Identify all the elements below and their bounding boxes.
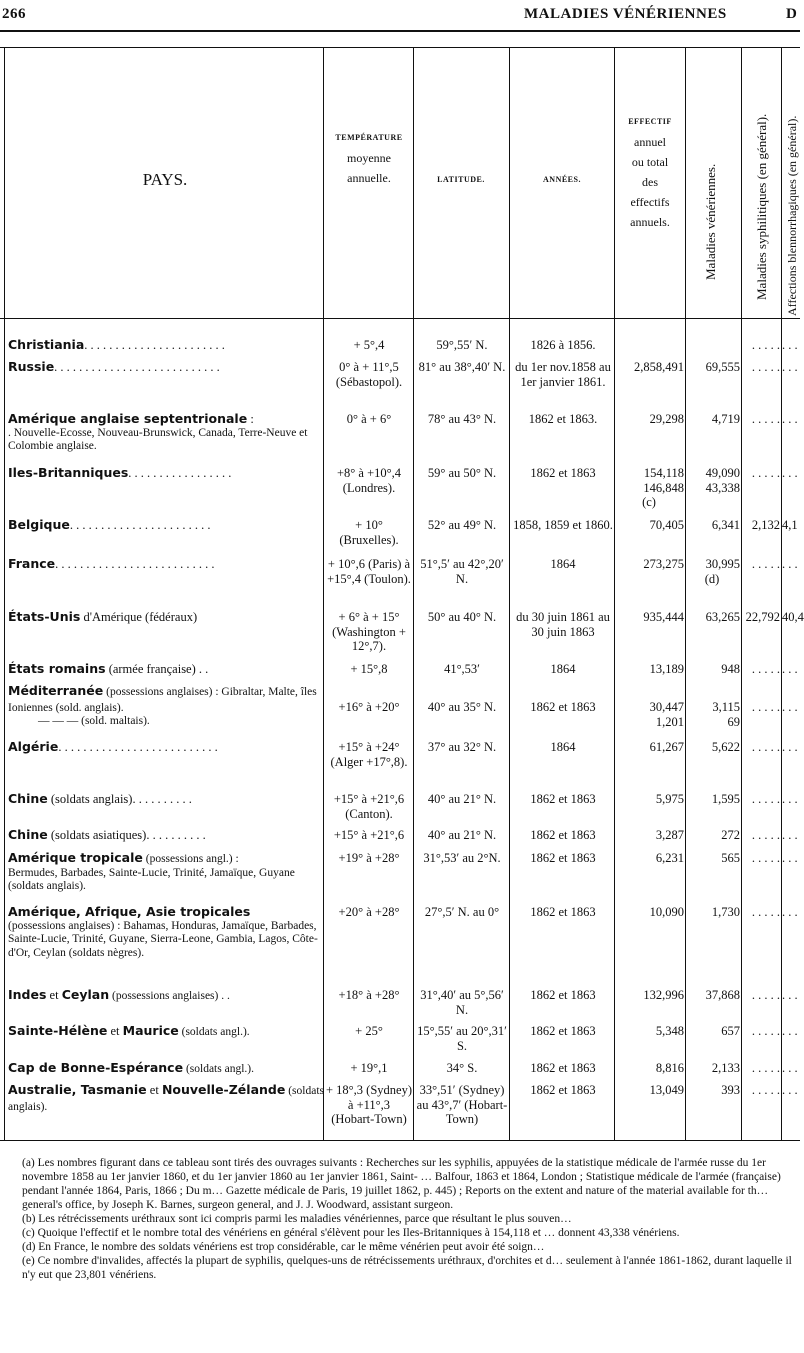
table-row: Amérique anglaise septentrionale : . Nouvelle-Ecosse, Nouveau-Brunswick, Canada, Terre-Neuve et Colombie anglaise.	[8, 411, 308, 452]
cell-annees: 1862 et 1863	[530, 905, 596, 919]
table-row: Christiania. . . . . . . . . . . . . . . . . . . . . . .	[8, 337, 225, 352]
cell-effectif: 154,118 146,848 (c)	[642, 466, 684, 509]
cell-effectif: 70,405	[649, 518, 684, 532]
cell-veneriennes: 3,115 69	[712, 700, 740, 729]
cell-veneriennes: 2,133	[711, 1061, 740, 1075]
header-syphilitiques: Maladies syphilitiques (en général).	[754, 113, 769, 300]
footnotes	[22, 1156, 798, 1282]
cell-blenno: . . .	[782, 905, 798, 919]
footnote-d: (d) En France, le nombre des soldats vénériens est trop considérable, car le même vénérien peut avoir été soign…	[22, 1241, 545, 1253]
cell-effectif: 61,267	[649, 740, 684, 754]
cell-latitude: 78° au 43° N.	[427, 412, 497, 426]
cell-blenno: . . .	[782, 662, 798, 676]
cell-latitude: 51°,5′ au 42°,20′ N.	[420, 557, 504, 586]
cell-syphilitiques: . . . . .	[751, 662, 780, 676]
header-blennorrhagiques: Affections blennorrhagiques (en général).	[785, 115, 799, 316]
cell-annees: 1858, 1859 et 1860.	[513, 518, 613, 532]
cell-veneriennes: 37,868	[705, 988, 740, 1002]
cell-annees: 1862 et 1863	[530, 828, 596, 842]
cell-temperature: +15° à +21°,6	[333, 828, 405, 842]
header-latitude: LATITUDE.	[437, 175, 485, 184]
cell-blenno: . . .	[782, 557, 798, 571]
cell-latitude: 59° au 50° N.	[427, 466, 497, 480]
cell-blenno: . . .	[782, 700, 798, 714]
cell-syphilitiques: . . . . .	[751, 466, 780, 480]
cell-veneriennes: 565	[721, 851, 740, 865]
cell-syphilitiques: . . . . .	[751, 792, 780, 806]
cell-annees: du 30 juin 1861 au 30 juin 1863	[516, 610, 610, 639]
col-divider-7	[781, 47, 782, 1140]
cell-syphilitiques: 2,132	[751, 518, 780, 532]
header-bottom-rule	[0, 318, 800, 319]
cell-temperature: +18° à +28°	[338, 988, 400, 1002]
cell-syphilitiques: 22,792	[745, 610, 780, 624]
col-divider-6	[741, 47, 742, 1140]
header-pays: PAYS.	[142, 170, 188, 189]
cell-blenno: . . .	[782, 338, 798, 352]
footnote-c: (c) Quoique l'effectif et le nombre total des vénériens en général s'élèvent pour les Iles-Britanniques à 154,118 et … donnent 43,338 vénériens.	[22, 1227, 680, 1239]
cell-syphilitiques: . . . . .	[751, 412, 780, 426]
header-temperature: TEMPÉRATURE moyenne annuelle.	[335, 133, 403, 185]
table-bottom-rule	[0, 1140, 800, 1141]
top-rule	[0, 30, 800, 32]
cell-temperature: +16° à +20°	[338, 700, 400, 714]
cell-latitude: 40° au 21° N.	[427, 828, 497, 842]
cell-effectif: 29,298	[649, 412, 684, 426]
cell-effectif: 13,049	[649, 1083, 684, 1097]
table-row: Amérique, Afrique, Asie tropicales (possessions anglaises) : Bahamas, Honduras, Jamaïque, Barbades, Sainte-Lucie, Trinité, Guyane, Sierra-Leone, Gambia, Lagos, Côte-d'Or, Ceylan (soldats nègres).	[8, 904, 318, 959]
cell-veneriennes: 4,719	[711, 412, 740, 426]
cell-temperature: +20° à +28°	[338, 905, 400, 919]
cell-latitude: 34° S.	[446, 1061, 478, 1075]
cell-latitude: 37° au 32° N.	[427, 740, 497, 754]
cell-annees: 1862 et 1863	[530, 851, 596, 865]
cell-temperature: + 10°,6 (Paris) à +15°,4 (Toulon).	[327, 557, 411, 586]
table-row: Chine (soldats anglais). . . . . . . . . .	[8, 791, 192, 806]
cell-syphilitiques: . . . . .	[751, 828, 780, 842]
cell-syphilitiques: . . . . .	[751, 905, 780, 919]
cell-temperature: + 15°,8	[350, 662, 388, 676]
cell-annees: 1862 et 1863	[530, 792, 596, 806]
cell-blenno: . . .	[782, 466, 798, 480]
cell-veneriennes: 657	[721, 1024, 740, 1038]
cell-veneriennes: 272	[721, 828, 740, 842]
cell-effectif: 10,090	[649, 905, 684, 919]
cell-blenno: . . .	[782, 792, 798, 806]
cell-annees: 1862 et 1863	[530, 988, 596, 1002]
header-effectif: EFFECTIF annuel ou total des effectifs annuels.	[628, 117, 672, 229]
cell-latitude: 40° au 21° N.	[427, 792, 497, 806]
cell-temperature: + 6° à + 15° (Washington + 12°,7).	[332, 610, 406, 653]
cell-veneriennes: 948	[721, 662, 740, 676]
cell-veneriennes: 49,090 43,338	[705, 466, 740, 495]
cell-latitude: 31°,53′ au 2°N.	[423, 851, 501, 865]
cell-temperature: + 19°,1	[350, 1061, 388, 1075]
table-row: Amérique tropicale (possessions angl.) : Bermudes, Barbades, Sainte-Lucie, Trinité, Jamaïque, Guyane (soldats anglais).	[8, 850, 295, 892]
table-row: Chine (soldats asiatiques). . . . . . . . . .	[8, 827, 206, 842]
cell-syphilitiques: . . . . .	[751, 700, 780, 714]
page-number: 266	[2, 6, 26, 22]
cell-blenno: . . .	[782, 360, 798, 374]
cell-effectif: 935,444	[643, 610, 684, 624]
cell-annees: 1864	[550, 662, 576, 676]
cell-veneriennes: 1,730	[711, 905, 740, 919]
table-row: Sainte-Hélène et Maurice (soldats angl.).	[8, 1023, 250, 1038]
cell-effectif: 13,189	[649, 662, 684, 676]
table-row: Australie, Tasmanie et Nouvelle-Zélande (soldats anglais).	[8, 1082, 324, 1113]
cell-annees: 1864	[550, 740, 576, 754]
cell-blenno: . . .	[782, 988, 798, 1002]
header-veneriennes: Maladies vénériennes.	[703, 163, 718, 280]
cell-latitude: 41°,53′	[444, 662, 480, 676]
table-row: Iles-Britanniques. . . . . . . . . . . . . . . . .	[8, 465, 232, 480]
edge-letter: D	[786, 6, 798, 22]
table-row: États-Unis d'Amérique (fédéraux)	[8, 609, 198, 624]
cell-syphilitiques: . . . . .	[751, 740, 780, 754]
cell-blenno: . . .	[782, 740, 798, 754]
cell-annees: 1862 et 1863	[530, 1061, 596, 1075]
cell-effectif: 132,996	[643, 988, 684, 1002]
table-row: États romains (armée française) . .	[8, 661, 209, 676]
cell-annees: 1862 et 1863	[530, 700, 596, 714]
col-divider-1	[323, 47, 324, 1140]
table-row: Algérie. . . . . . . . . . . . . . . . . . . . . . . . . .	[8, 739, 218, 754]
cell-latitude: 15°,55′ au 20°,31′ S.	[417, 1024, 507, 1053]
cell-effectif: 273,275	[643, 557, 684, 571]
table-row: Russie. . . . . . . . . . . . . . . . . . . . . . . . . . .	[8, 359, 220, 374]
cell-annees: 1864	[550, 557, 576, 571]
left-border	[4, 47, 5, 1140]
cell-annees: 1826 à 1856.	[530, 338, 596, 352]
cell-effectif: 5,348	[655, 1024, 684, 1038]
col-divider-5	[685, 47, 686, 1140]
cell-temperature: + 25°	[355, 1024, 383, 1038]
cell-syphilitiques: . . . . .	[751, 338, 780, 352]
cell-syphilitiques: . . . . .	[751, 557, 780, 571]
cell-temperature: +19° à +28°	[338, 851, 400, 865]
cell-latitude: 50° au 40° N.	[427, 610, 497, 624]
cell-veneriennes: 63,265	[705, 610, 740, 624]
footnote-b: (b) Les rétrécissements uréthraux sont ici compris parmi les maladies vénériennes, parce que résultant le plus souven…	[22, 1213, 572, 1225]
cell-latitude: 27°,5′ N. au 0°	[424, 905, 500, 919]
cell-annees: du 1er nov.1858 au 1er janvier 1861.	[515, 360, 611, 389]
cell-temperature: + 10° (Bruxelles).	[339, 518, 399, 547]
cell-temperature: +8° à +10°,4 (Londres).	[336, 466, 402, 495]
footnote-e: (e) Ce nombre d'invalides, affectés la plupart de syphilis, quelques-uns de rétrécissements uréthraux, d'orchites et d… seulement à l'année 1861-1862, durant laquelle il n'y eut que 23,801 vénériens.	[22, 1255, 792, 1281]
cell-blenno: . . .	[782, 828, 798, 842]
table-row: Belgique. . . . . . . . . . . . . . . . . . . . . . .	[8, 517, 211, 532]
cell-effectif: 8,816	[655, 1061, 684, 1075]
cell-veneriennes: 69,555	[705, 360, 740, 374]
table-row: Indes et Ceylan (possessions anglaises) . .	[8, 987, 230, 1002]
cell-annees: 1862 et 1863.	[528, 412, 598, 426]
header-annees: ANNÉES.	[543, 175, 581, 184]
cell-veneriennes: 5,622	[711, 740, 740, 754]
cell-annees: 1862 et 1863	[530, 466, 596, 480]
table-row: Cap de Bonne-Espérance (soldats angl.).	[8, 1060, 254, 1075]
cell-effectif: 5,975	[655, 792, 684, 806]
cell-blenno: . . .	[782, 851, 798, 865]
cell-latitude: 81° au 38°,40′ N.	[418, 360, 506, 374]
col-divider-2	[413, 47, 414, 1140]
cell-latitude: 52° au 49° N.	[427, 518, 497, 532]
cell-temperature: 0° à + 11°,5 (Sébastopol).	[335, 360, 403, 389]
cell-syphilitiques: . . . . .	[751, 1083, 780, 1097]
cell-latitude: 59°,55′ N.	[436, 338, 488, 352]
cell-blenno: . . .	[782, 1083, 798, 1097]
cell-effectif: 2,858,491	[634, 360, 684, 374]
table-row: Méditerranée (possessions anglaises) : Gibraltar, Malte, îles Ioniennes (sold. anglais). — — — (sold. maltais).	[8, 683, 317, 727]
cell-blenno: . . .	[782, 1024, 798, 1038]
cell-blenno: 4,1	[782, 518, 798, 532]
cell-blenno: 40,4	[782, 610, 804, 624]
running-title: MALADIES VÉNÉRIENNES	[524, 6, 727, 22]
cell-latitude: 33°,51′ (Sydney) au 43°,7′ (Hobart-Town)	[416, 1083, 508, 1126]
cell-effectif: 6,231	[655, 851, 684, 865]
cell-latitude: 40° au 35° N.	[427, 700, 497, 714]
cell-annees: 1862 et 1863	[530, 1024, 596, 1038]
cell-syphilitiques: . . . . .	[751, 851, 780, 865]
col-divider-3	[509, 47, 510, 1140]
cell-temperature: + 5°,4	[353, 338, 385, 352]
cell-temperature: +15° à +21°,6 (Canton).	[333, 792, 405, 821]
cell-blenno: . . .	[782, 412, 798, 426]
cell-temperature: 0° à + 6°	[346, 412, 392, 426]
table-row: France. . . . . . . . . . . . . . . . . . . . . . . . . .	[8, 556, 215, 571]
cell-effectif: 30,447 1,201	[649, 700, 684, 729]
cell-blenno: . . .	[782, 1061, 798, 1075]
cell-veneriennes: 393	[721, 1083, 740, 1097]
cell-syphilitiques: . . . . .	[751, 360, 780, 374]
cell-syphilitiques: . . . . .	[751, 988, 780, 1002]
cell-syphilitiques: . . . . .	[751, 1061, 780, 1075]
cell-syphilitiques: . . . . .	[751, 1024, 780, 1038]
cell-temperature: +15° à +24° (Alger +17°,8).	[330, 740, 408, 769]
cell-veneriennes: 1,595	[711, 792, 740, 806]
footnote-a: (a) Les nombres figurant dans ce tableau sont tirés des ouvrages suivants : Recherches sur les syphilis, appuyées de la statistique médicale de l'armée russe du 1er novembre 1858 au 1er janvier 1860, et du 1er janvier 1860 au 1er janvier 1861, Saint- … Balfour, 1863 et 1864, London ; Statistique médicale de l'armée (française) pendant l'année 1864, Paris, 1866 ; Du m… Gazette médicale de Paris, 19 juillet 1862, p. 445) ; Reports on the extent and nature of the material available for th… general's office, by Joseph K. Barnes, surgeon general, and J. J. Woodward, assistant surgeon.	[22, 1157, 781, 1211]
cell-latitude: 31°,40′ au 5°,56′ N.	[420, 988, 504, 1017]
cell-veneriennes: 6,341	[711, 518, 740, 532]
cell-effectif: 3,287	[655, 828, 684, 842]
cell-annees: 1862 et 1863	[530, 1083, 596, 1097]
header-top-rule	[0, 47, 800, 48]
cell-temperature: + 18°,3 (Sydney) à +11°,3 (Hobart-Town)	[326, 1083, 412, 1126]
cell-veneriennes: 30,995 (d)	[704, 557, 740, 586]
